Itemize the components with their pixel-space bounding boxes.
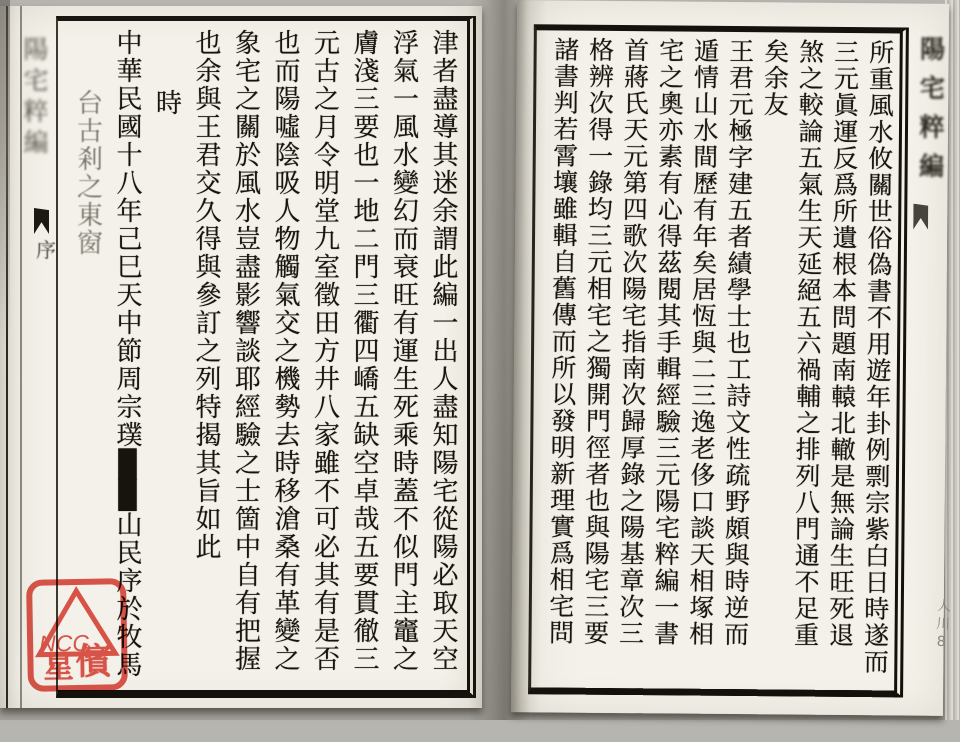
ncc-watermark-seal: [25, 577, 129, 693]
text-column-place: 台古剎之東窗: [73, 89, 103, 257]
text-column: 三元眞運反爲所遺根本問題南轅北轍是無論生旺死退: [825, 38, 858, 649]
text-column: 宅之奧亦素有心得茲閱其手輯經驗三元陽宅粹編一書: [650, 37, 683, 648]
text-column: 諸書判若霄壤雖輯自舊傳而所以發明新理實爲相宅問: [545, 36, 578, 647]
text-column: 津者盡導其迷余謂此編一出人盡知陽宅從陽必取天空: [429, 29, 458, 673]
text-column: 元古之月令明堂九室徵田方井八家雖不可必其有是否: [310, 29, 340, 673]
text-column: 王君元極字建五者績學士也工詩文性疏野頗與時逆而: [720, 37, 753, 648]
text-column-signature: 中華民國十八年己巳天中節周宗璞██山民序於牧馬: [113, 29, 142, 679]
seal-brand-text: NCC: [38, 629, 90, 657]
seal-char: 星: [43, 651, 74, 685]
text-column: 遁情山水間歷有年矣居恆與二三逸老侈口談天相塚相: [685, 37, 718, 648]
text-column: 首蔣氏天元第四歌次陽宅指南次歸厚錄之陽基章次三: [615, 37, 648, 647]
seal-characters: [26, 641, 129, 687]
text-column: 格辨次得一錄均三元相宅之獨開門徑者也與陽宅三要: [580, 36, 613, 647]
right-page: [511, 0, 949, 716]
fishtail-mark-icon: [34, 208, 49, 234]
text-column: 煞之較論五氣生天延絕五六禍輔之排列八門通不足重: [790, 38, 823, 649]
right-text-frame: [528, 24, 909, 697]
text-column: 浮氣一風水變幻而衰旺有運生死乘時蓋不似門主竈之: [389, 29, 419, 673]
text-column: 也余與王君交久得與參訂之列特揭其旨如此: [192, 29, 221, 561]
text-column: 矣余友: [760, 38, 788, 118]
folio-title-text: 陽宅粹編: [20, 36, 47, 160]
seal-char: 儐: [75, 641, 112, 683]
folio-title-text: 陽宅粹編: [915, 35, 944, 192]
folio-section-label: 序: [36, 240, 56, 262]
binding-edge-shadow: [0, 0, 10, 340]
text-column: 也而陽噓陰吸人物觸氣交之機勢去時移滄桑有革變之: [271, 29, 300, 673]
text-column: 膚淺三要也一地二門三衢四嶠五缺空卓哉五要貫徹三: [350, 29, 379, 673]
text-column: 所重風水攸關世俗偽書不用遊年卦例剽宗紫白日時遂而: [860, 39, 893, 676]
text-column-date-intro: 時: [152, 89, 182, 117]
text-column: 象宅之關於風水豈盡影響談耶經驗之士箇中自有把握: [231, 29, 261, 673]
right-columns: [534, 36, 897, 684]
fishtail-mark-icon: [913, 204, 928, 230]
pencil-annotation: 人川8: [932, 597, 952, 655]
